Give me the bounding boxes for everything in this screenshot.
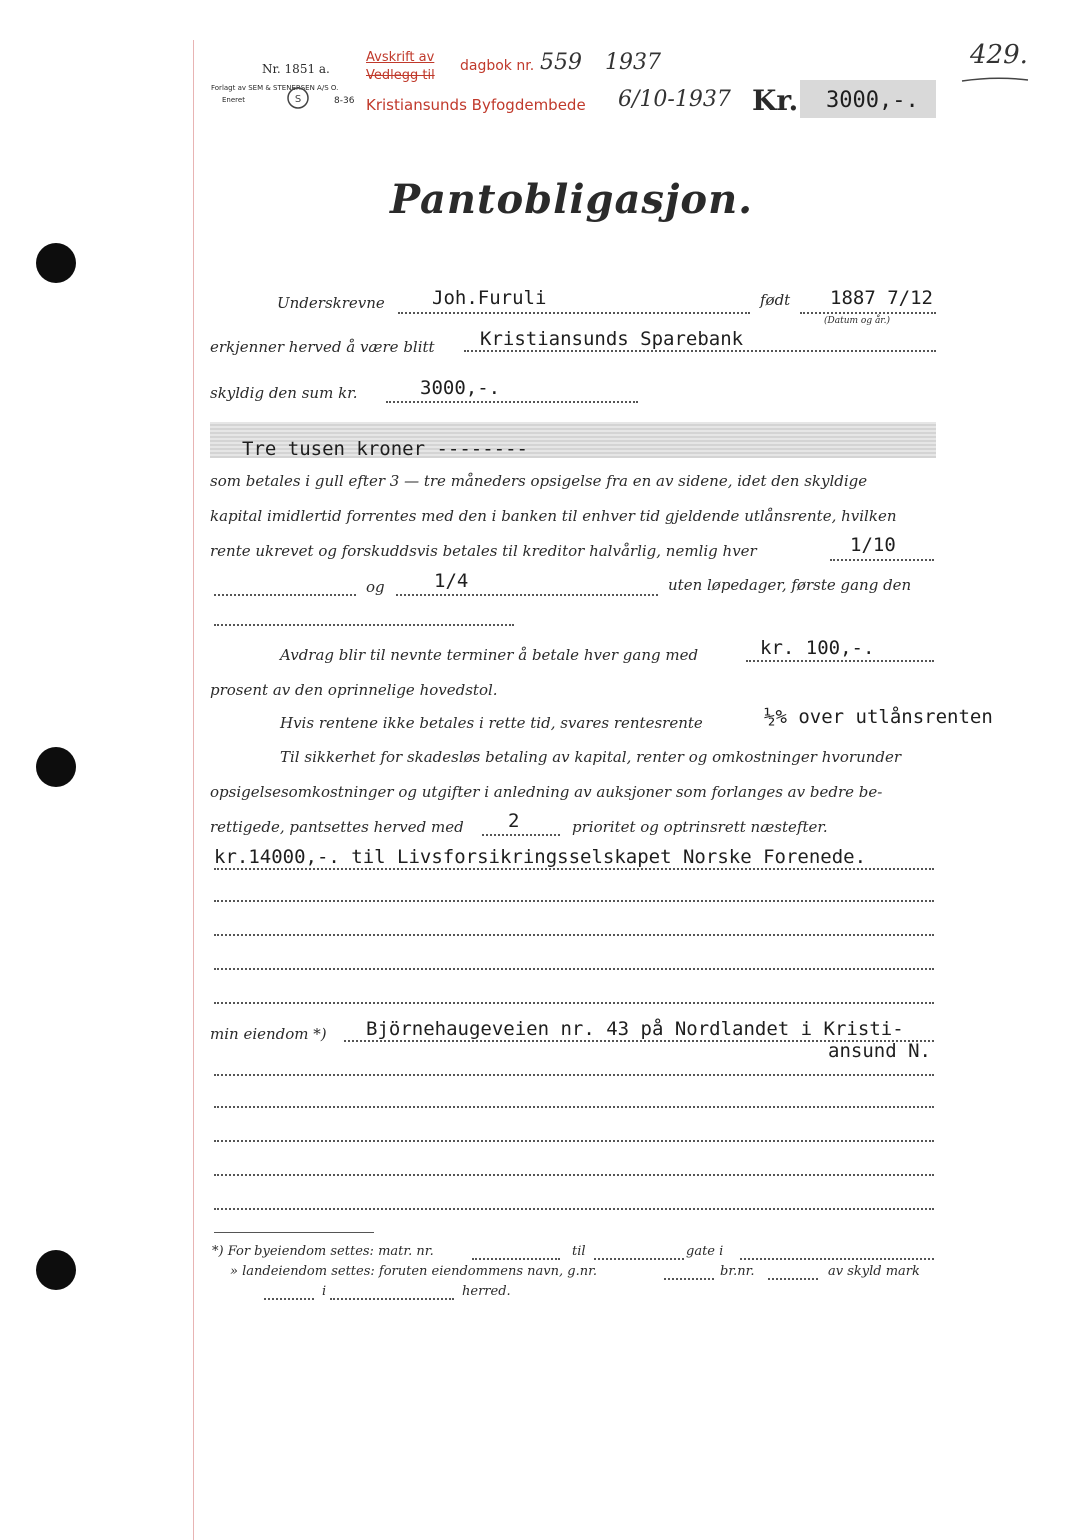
punch-hole xyxy=(36,747,76,787)
dotted-line xyxy=(214,1002,934,1004)
dotted-line xyxy=(472,1258,560,1260)
dotted-line xyxy=(464,350,936,352)
dotted-line xyxy=(214,900,934,902)
body-line: rente ukrevet og forskuddsvis betales til kreditor halvårlig, nemlig hver xyxy=(210,542,757,560)
dotted-line xyxy=(398,312,750,314)
dotted-line xyxy=(264,1298,314,1300)
dotted-line xyxy=(330,1298,454,1300)
rente-label: Hvis rentene ikke betales i rette tid, svares rentesrente xyxy=(280,714,703,732)
body-line: opsigelsesomkostninger og utgifter i anledning av auksjoner som forlanges av bedre be- xyxy=(210,783,883,801)
dotted-line xyxy=(768,1278,818,1280)
prioritet-value: 2 xyxy=(508,810,520,832)
term-1: 1/10 xyxy=(850,534,896,556)
footnote-line3a: i xyxy=(322,1284,327,1299)
publisher-date: 8-36 xyxy=(334,96,355,106)
dotted-line xyxy=(214,594,356,596)
dagbok-year: 1937 xyxy=(605,50,661,75)
prosent-line: prosent av den oprinnelige hovedstol. xyxy=(210,681,498,699)
vedlegg-label: Vedlegg til xyxy=(366,68,435,83)
kr-label: Kr. xyxy=(752,84,799,117)
body-line: kapital imidlertid forrentes med den i banken til enhver tid gjeldende utlånsrente, hvilken xyxy=(210,507,897,525)
footnote-line2a: » landeiendom settes: foruten eiendommens navn, g.nr. xyxy=(230,1264,597,1279)
dotted-line xyxy=(214,934,934,936)
form-number: Nr. 1851 a. xyxy=(262,62,330,76)
footnote-line1a: *) For byeiendom settes: matr. nr. xyxy=(212,1244,434,1259)
dotted-line xyxy=(214,1174,934,1176)
footnote-rule xyxy=(214,1232,374,1233)
footnote-line3b: herred. xyxy=(462,1284,511,1299)
dotted-line xyxy=(740,1258,934,1260)
eiendom-value: Björnehaugeveien nr. 43 på Nordlandet i Kristi- xyxy=(366,1018,904,1040)
body-line: som betales i gull efter 3 — tre måneders opsigelse fra en av sidene, idet den skyldige xyxy=(210,472,868,490)
term-2: 1/4 xyxy=(434,570,469,592)
svg-text:S: S xyxy=(294,94,302,105)
publisher-logo-icon xyxy=(285,86,311,110)
body-line: rettigede, pantsettes herved med xyxy=(210,818,464,836)
dotted-line xyxy=(396,594,658,596)
prior-claim: kr.14000,-. til Livsforsikringsselskapet Norske Forenede. xyxy=(214,846,867,868)
punch-hole xyxy=(36,1250,76,1290)
avdrag-label: Avdrag blir til nevnte terminer å betale hver gang med xyxy=(280,646,699,664)
creditor-value: Kristiansunds Sparebank xyxy=(480,328,744,350)
dotted-line xyxy=(214,868,934,870)
creditor-label: erkjenner herved å være blitt xyxy=(210,338,435,356)
born-value: 1887 7/12 xyxy=(830,287,933,309)
publisher-eneret: Eneret xyxy=(222,96,245,104)
dotted-line xyxy=(214,624,514,626)
sum-in-words: Tre tusen kroner -------- xyxy=(242,438,528,460)
dotted-line xyxy=(214,968,934,970)
body-line: Til sikkerhet for skadesløs betaling av kapital, renter og omkostninger hvorunder xyxy=(280,748,902,766)
dotted-line xyxy=(594,1258,684,1260)
og-label: og xyxy=(366,578,385,596)
dotted-line xyxy=(746,660,934,662)
dotted-line xyxy=(800,312,936,314)
entry-date: 6/10-1937 xyxy=(618,87,731,112)
undersigned-value: Joh.Furuli xyxy=(432,287,547,309)
rente-value: ½% over utlånsrenten xyxy=(764,706,993,728)
publisher-line: Forlagt av SEM & STENERSEN A/S O. xyxy=(211,84,339,92)
dagbok-number: 559 xyxy=(540,50,582,75)
court-name: Kristiansunds Byfogdembede xyxy=(366,96,586,114)
footnote-line2b: br.nr. xyxy=(720,1264,755,1279)
margin-line xyxy=(193,40,194,1540)
avskrift-label: Avskrift av xyxy=(366,50,435,65)
punch-hole xyxy=(36,243,76,283)
dotted-line xyxy=(664,1278,714,1280)
dotted-line xyxy=(214,1140,934,1142)
body-line: prioritet og optrinsrett næstefter. xyxy=(572,818,828,836)
sum-value: 3000,-. xyxy=(420,377,501,399)
page-number: 429. xyxy=(970,40,1028,70)
undersigned-label: Underskrevne xyxy=(277,294,385,312)
dotted-line xyxy=(214,1074,934,1076)
eiendom-label: min eiendom *) xyxy=(210,1025,327,1043)
footnote-line1b: til xyxy=(572,1244,586,1259)
dotted-line xyxy=(482,834,560,836)
footnote-line2c: av skyld mark xyxy=(828,1264,920,1279)
footnote-line1c: gate i xyxy=(686,1244,724,1259)
dagbok-label: dagbok nr. xyxy=(460,58,535,74)
dotted-line xyxy=(214,1208,934,1210)
body-line: uten løpedager, første gang den xyxy=(668,576,912,594)
sum-label: skyldig den sum kr. xyxy=(210,384,358,402)
date-hint: (Datum og år.) xyxy=(824,316,890,326)
born-label: født xyxy=(760,291,791,309)
dotted-line xyxy=(214,1106,934,1108)
dotted-line xyxy=(830,559,934,561)
dotted-line xyxy=(386,401,638,403)
avdrag-value: kr. 100,-. xyxy=(760,637,875,659)
document-title: Pantobligasjon. xyxy=(390,176,754,223)
header-amount: 3000,-. xyxy=(826,88,919,113)
eiendom-value-cont: ansund N. xyxy=(828,1040,931,1062)
page-number-underline xyxy=(960,74,1030,84)
